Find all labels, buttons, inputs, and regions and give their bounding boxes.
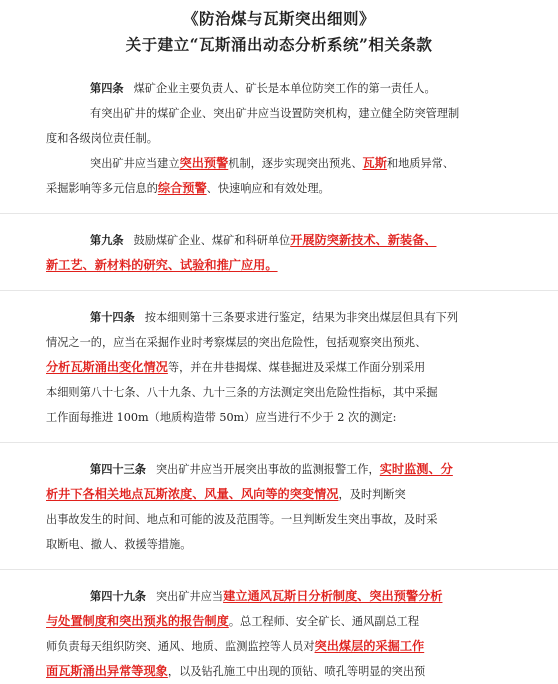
paragraph [68,228,522,253]
text: 鼓励煤矿企业、煤矿和科研单位 [133,234,291,247]
article-label: 第九条 [90,234,124,247]
document-subtitle: 关于建立“瓦斯涌出动态分析系统”相关条款 [125,35,433,54]
paragraph [46,507,522,532]
article-49 [46,584,522,684]
text: 等，并在井巷揭煤、煤巷掘进及采煤工作面分别采用 [167,361,426,374]
highlight-text: 突出煤层的采掘工作 [314,639,425,653]
text: 突出矿井应当开展突出事故的监测报警工作， [155,463,380,476]
text: 情况之一的，应当在采掘作业时考察煤层的突出危险性，包括观察突出预兆、 [46,336,427,349]
highlight-text: 综合预警 [157,181,207,195]
paragraph [46,380,522,405]
highlight-text: 瓦斯 [362,156,387,170]
text: 机制，逐步实现突出预兆、 [228,157,363,170]
paragraph [46,609,522,634]
paragraph [68,101,522,126]
article-14 [46,305,522,430]
document-title: 《防治煤与瓦斯突出细则》 [182,9,375,28]
text: 工作面每推进 100m（地质构造带 50m）应当进行不少于 2 次的测定: [46,411,397,424]
highlight-text: 开展防突新技术、新装备、 [290,233,437,247]
paragraph [68,457,522,482]
paragraph [46,176,522,201]
text: 本细则第八十七条、八十九条、九十三条的方法测定突出危险性指标，其中采掘 [46,386,438,399]
paragraph [68,76,522,101]
highlight-text: 实时监测、分 [379,462,453,476]
text: 突出矿井应当建立 [90,157,180,170]
highlight-text: 面瓦斯涌出异常等现象 [46,664,168,678]
divider [0,442,558,443]
article-4 [46,76,522,201]
article-label: 第四十三条 [90,463,146,476]
paragraph [46,634,522,659]
divider [0,213,558,214]
text: 和地质异常、 [386,157,455,170]
text: ，及时判断突 [338,488,406,501]
article-label: 第十四条 [90,311,135,324]
text: 。总工程师、安全矿长、通风副总工程 [228,615,420,628]
paragraph [68,151,522,176]
highlight-text: 与处置制度和突出预兆的报告制度 [46,614,229,628]
text: 煤矿企业主要负责人、矿长是本单位防突工作的第一责任人。 [133,82,436,95]
text: 度和各级岗位责任制。 [46,132,158,145]
paragraph [46,659,522,684]
article-label: 第四条 [90,82,124,95]
text: 按本细则第十三条要求进行鉴定，结果为非突出煤层但具有下列 [144,311,459,324]
paragraph [68,584,522,609]
highlight-text: 析井下各相关地点瓦斯浓度、风量、风向等的突变情况 [46,487,339,501]
highlight-text: 突出预警 [179,156,229,170]
divider [0,569,558,570]
article-43 [46,457,522,557]
highlight-text: 分析瓦斯涌出变化情况 [46,360,168,374]
paragraph [46,253,522,278]
article-9 [46,228,522,278]
article-label: 第四十九条 [90,590,146,603]
text: 出事故发生的时间、地点和可能的波及范围等。一旦判断发生突出事故，及时采 [46,513,438,526]
paragraph [46,126,522,151]
paragraph [46,330,522,355]
paragraph [46,482,522,507]
text: 采掘影响等多元信息的 [46,182,158,195]
highlight-text: 建立通风瓦斯日分析制度、突出预警分析 [223,589,443,603]
paragraph [46,405,522,430]
text: 师负责每天组织防突、通风、地质、监测监控等人员对 [46,640,315,653]
text: 有突出矿井的煤矿企业、突出矿井应当设置防突机构，建立健全防突管理制 [90,107,460,120]
paragraph [46,532,522,557]
divider [0,290,558,291]
text: 取断电、撤人、救援等措施。 [46,538,192,551]
paragraph [46,355,522,380]
highlight-text: 新工艺、新材料的研究、试验和推广应用。 [46,258,278,272]
text: ，以及钻孔施工中出现的顶钻、喷孔等明显的突出预 [167,665,426,678]
paragraph [68,305,522,330]
text: 、快速响应和有效处理。 [206,182,330,195]
text: 突出矿井应当 [155,590,224,603]
